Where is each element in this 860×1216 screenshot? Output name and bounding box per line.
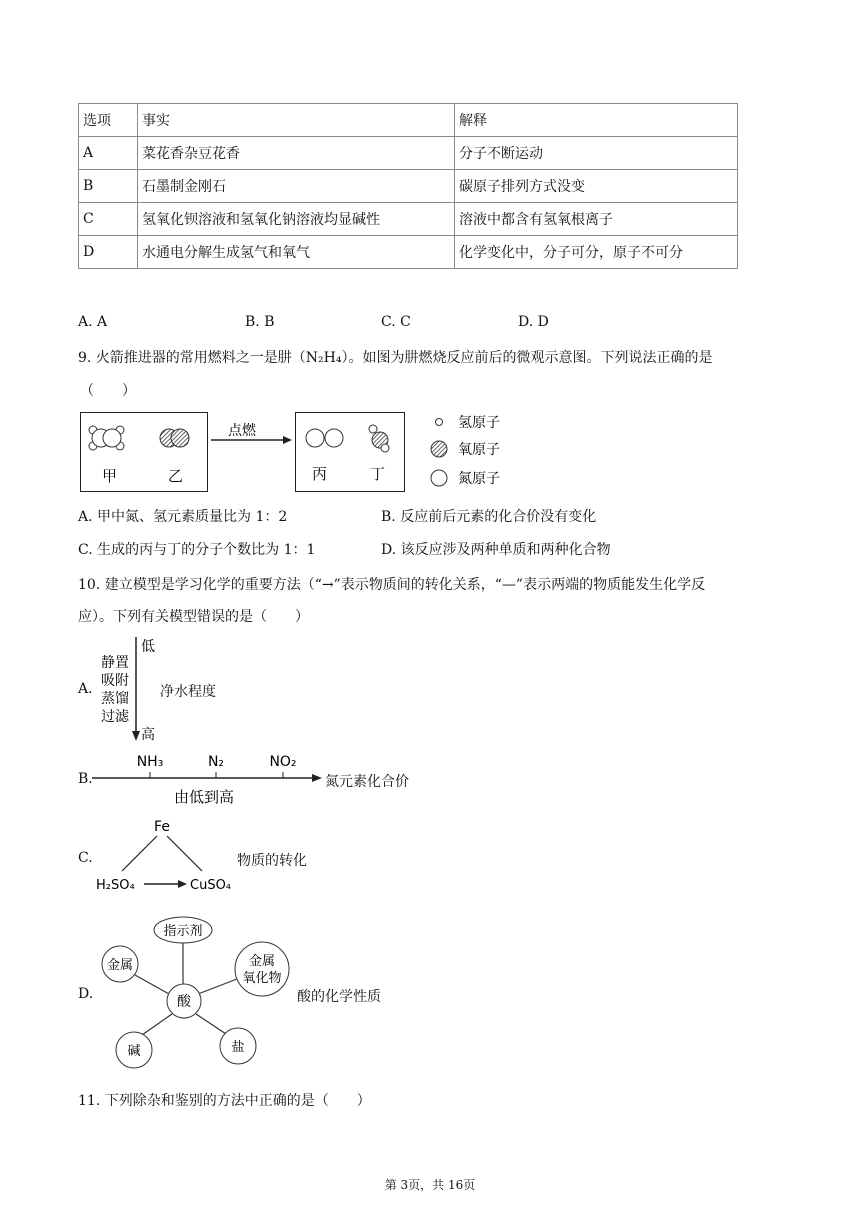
- table-cell: 菜花香杂豆花香: [138, 137, 455, 170]
- q10-d-letter: D.: [78, 986, 94, 1002]
- high-label: 高: [141, 727, 155, 743]
- q9-diagram: [80, 405, 520, 500]
- step-label: 静置: [101, 655, 129, 671]
- spoke-line: [135, 975, 169, 994]
- acid-properties-diagram: [92, 910, 302, 1072]
- q10-b-letter: B.: [78, 771, 93, 787]
- q10-a-caption: 净水程度: [160, 684, 216, 700]
- q9-option-a: A. 甲中氮、氢元素质量比为 1：2: [78, 509, 288, 525]
- table-cell: A: [79, 137, 138, 170]
- legend-oxygen: 氧原子: [458, 442, 500, 458]
- node-h2so4: H₂SO₄: [96, 878, 135, 893]
- species-label: N₂: [207, 754, 225, 770]
- label-ding: 丁: [370, 465, 386, 483]
- node-label: 盐: [231, 1040, 245, 1055]
- q9-option-d: D. 该反应涉及两种单质和两种化合物: [381, 542, 611, 558]
- legend-hydrogen: 氢原子: [458, 415, 500, 431]
- table-row: [79, 137, 738, 170]
- q8-option-b: B. B: [245, 314, 275, 330]
- table-row: [79, 170, 738, 203]
- q10-c-letter: C.: [78, 850, 93, 866]
- table-cell: 石墨制金刚石: [138, 170, 455, 203]
- table-header-cell: 解释: [455, 104, 738, 137]
- oxygen-legend-icon: [431, 441, 447, 457]
- table-header-cell: 事实: [138, 104, 455, 137]
- table-cell: 碳原子排列方式没变: [455, 170, 738, 203]
- table-cell: 分子不断运动: [455, 137, 738, 170]
- nitrogen-molecule: [306, 429, 343, 447]
- table-row: [79, 236, 738, 269]
- q10-a-letter: A.: [78, 681, 93, 697]
- label-yi: 乙: [168, 467, 184, 485]
- spoke-line: [198, 979, 237, 994]
- q8-option-a: A. A: [78, 314, 108, 330]
- oxygen-molecule: [160, 429, 189, 447]
- q10-d-caption: 酸的化学性质: [297, 989, 381, 1005]
- table-header-row: [79, 104, 738, 137]
- low-label: 低: [141, 639, 155, 655]
- table-cell: 氢氧化钡溶液和氢氧化钠溶液均显碱性: [138, 203, 455, 236]
- q10-b-caption: 氮元素化合价: [325, 774, 409, 790]
- q9-stem: 9. 火箭推进器的常用燃料之一是肼（N₂H₄）。如图为肼燃烧反应前后的微观示意图。下列说法正确的是: [78, 350, 713, 366]
- q9-option-c: C. 生成的丙与丁的分子个数比为 1：1: [78, 542, 316, 558]
- node-label: 氧化物: [242, 971, 282, 986]
- q11-stem: 11. 下列除杂和鉴别的方法中正确的是（ ）: [78, 1093, 371, 1109]
- triangle-edge: [122, 836, 157, 871]
- table-cell: C: [79, 203, 138, 236]
- hydrazine-molecule: [89, 426, 124, 450]
- metal-oxide-node: [235, 942, 289, 996]
- nitrogen-legend-icon: [431, 470, 447, 486]
- page-footer: 第 3页，共 16页: [384, 1178, 476, 1192]
- step-label: 过滤: [101, 709, 129, 725]
- arrow-label: 点燃: [228, 423, 256, 439]
- right-arrow-icon: [312, 774, 322, 782]
- table-cell: D: [79, 236, 138, 269]
- nitrogen-valence-axis: [92, 746, 332, 810]
- arrow-head-icon: [283, 436, 292, 444]
- q9-stem-paren: （ ）: [80, 383, 136, 399]
- q10-c-caption: 物质的转化: [237, 853, 307, 869]
- triangle-edge: [167, 836, 202, 871]
- facts-table: [78, 103, 738, 269]
- node-fe: Fe: [154, 819, 170, 835]
- q8-option-d: D. D: [518, 314, 549, 330]
- q10-stem: 10. 建立模型是学习化学的重要方法（“→”表示物质间的转化关系，“—”表示两端的物质能发生化学反: [78, 577, 706, 593]
- node-label: 金属: [248, 954, 276, 969]
- water-molecule: [369, 425, 389, 452]
- hydrogen-legend-icon: [436, 419, 443, 426]
- table-cell: 溶液中都含有氢氧根离子: [455, 203, 738, 236]
- q9-option-b: B. 反应前后元素的化合价没有变化: [381, 509, 597, 525]
- under-label: 由低到高: [173, 788, 235, 806]
- label-bing: 丙: [312, 465, 328, 483]
- node-cuso4: CuSO₄: [190, 878, 232, 893]
- step-label: 吸附: [101, 673, 129, 689]
- node-label: 指示剂: [163, 924, 203, 939]
- transformation-triangle: [92, 815, 242, 895]
- species-label: NH₃: [136, 754, 164, 770]
- down-arrow-icon: [132, 731, 140, 741]
- legend-nitrogen: 氮原子: [458, 471, 500, 487]
- q8-option-c: C. C: [381, 314, 411, 330]
- node-label: 金属: [106, 958, 134, 973]
- label-jia: 甲: [102, 467, 118, 485]
- spoke-line: [142, 1014, 172, 1035]
- node-label: 碱: [127, 1044, 141, 1059]
- table-header-cell: 选项: [79, 104, 138, 137]
- species-label: NO₂: [269, 754, 297, 770]
- right-arrow-icon: [178, 880, 187, 888]
- table-cell: 水通电分解生成氢气和氧气: [138, 236, 455, 269]
- q10-stem-line2: 应）。下列有关模型错误的是（ ）: [78, 609, 309, 625]
- table-cell: 化学变化中，分子可分，原子不可分: [455, 236, 738, 269]
- center-label: 酸: [177, 994, 191, 1010]
- table-row: [79, 203, 738, 236]
- table-cell: B: [79, 170, 138, 203]
- step-label: 蒸馏: [101, 691, 129, 707]
- spoke-line: [196, 1014, 226, 1034]
